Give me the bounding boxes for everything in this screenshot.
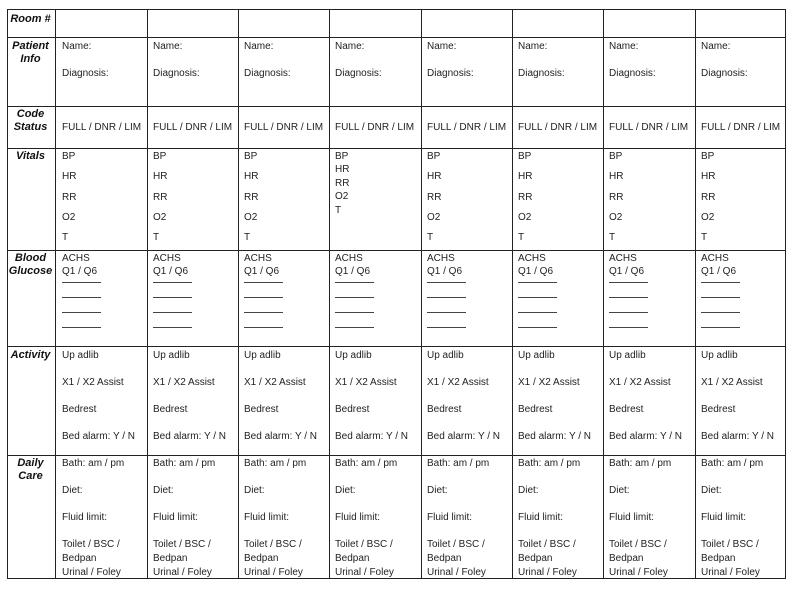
vital-label: HR xyxy=(427,171,442,182)
name-label: Name: xyxy=(335,41,365,52)
glucose-blank-line xyxy=(609,282,648,283)
activity-option: Up adlib xyxy=(62,350,99,361)
vital-label: HR xyxy=(701,171,716,182)
grid-vline-0 xyxy=(7,9,8,579)
glucose-blank-line xyxy=(427,282,466,283)
vital-label: T xyxy=(518,232,525,243)
header-blood-glucose-line2: Glucose xyxy=(8,265,53,277)
glucose-blank-line xyxy=(62,297,101,298)
urinal-option: Urinal / Foley xyxy=(62,567,121,578)
glucose-schedule: ACHS xyxy=(427,253,455,264)
grid-line-row5 xyxy=(7,346,786,347)
glucose-blank-line xyxy=(427,297,466,298)
vital-label: RR xyxy=(335,178,350,189)
activity-option: Bed alarm: Y / N xyxy=(153,431,226,442)
glucose-blank-line xyxy=(62,312,101,313)
fluid-limit-label: Fluid limit: xyxy=(153,512,199,523)
vital-label: HR xyxy=(335,164,350,175)
grid-line-row6 xyxy=(7,455,786,456)
vital-label: O2 xyxy=(427,212,441,223)
fluid-limit-label: Fluid limit: xyxy=(427,512,473,523)
glucose-blank-line xyxy=(153,282,192,283)
toileting-option: Toilet / BSC / xyxy=(244,539,302,550)
activity-option: X1 / X2 Assist xyxy=(153,377,215,388)
vital-label: O2 xyxy=(244,212,258,223)
activity-option: X1 / X2 Assist xyxy=(427,377,489,388)
glucose-schedule: ACHS xyxy=(335,253,363,264)
vital-label: T xyxy=(701,232,708,243)
header-daily-care-line1: Daily xyxy=(17,457,44,469)
glucose-blank-line xyxy=(609,297,648,298)
fluid-limit-label: Fluid limit: xyxy=(701,512,747,523)
glucose-blank-line xyxy=(335,312,374,313)
grid-vline-1 xyxy=(55,9,56,579)
name-label: Name: xyxy=(153,41,183,52)
vital-label: T xyxy=(153,232,160,243)
header-code-status xyxy=(7,108,54,134)
urinal-option: Urinal / Foley xyxy=(335,567,394,578)
vital-label: HR xyxy=(244,171,259,182)
vital-label: HR xyxy=(609,171,624,182)
grid-line-bottom xyxy=(7,578,786,579)
glucose-frequency: Q1 / Q6 xyxy=(609,266,645,277)
glucose-frequency: Q1 / Q6 xyxy=(518,266,554,277)
glucose-frequency: Q1 / Q6 xyxy=(335,266,371,277)
vital-label: RR xyxy=(609,192,624,203)
glucose-blank-line xyxy=(335,282,374,283)
glucose-frequency: Q1 / Q6 xyxy=(153,266,189,277)
glucose-blank-line xyxy=(701,312,740,313)
glucose-schedule: ACHS xyxy=(153,253,181,264)
header-daily-care xyxy=(7,457,54,483)
vital-label: O2 xyxy=(153,212,167,223)
glucose-frequency: Q1 / Q6 xyxy=(701,266,737,277)
activity-option: Bed alarm: Y / N xyxy=(62,431,135,442)
name-label: Name: xyxy=(701,41,731,52)
vital-label: T xyxy=(427,232,434,243)
header-patient-info-line2: Info xyxy=(20,53,41,65)
activity-option: Bedrest xyxy=(427,404,462,415)
glucose-schedule: ACHS xyxy=(62,253,90,264)
vital-label: O2 xyxy=(335,191,349,202)
grid-vline-9 xyxy=(785,9,786,579)
name-label: Name: xyxy=(609,41,639,52)
glucose-frequency: Q1 / Q6 xyxy=(62,266,98,277)
activity-option: Bedrest xyxy=(609,404,644,415)
diet-label: Diet: xyxy=(62,485,83,496)
glucose-blank-line xyxy=(427,312,466,313)
vital-label: O2 xyxy=(609,212,623,223)
activity-option: Bed alarm: Y / N xyxy=(609,431,682,442)
glucose-blank-line xyxy=(153,297,192,298)
glucose-blank-line xyxy=(153,312,192,313)
activity-option: Bedrest xyxy=(153,404,188,415)
activity-option: Up adlib xyxy=(335,350,372,361)
bedpan-option: Bedpan xyxy=(153,553,188,564)
header-blood-glucose-line1: Blood xyxy=(14,252,47,264)
diet-label: Diet: xyxy=(244,485,265,496)
fluid-limit-label: Fluid limit: xyxy=(609,512,655,523)
vital-label: RR xyxy=(153,192,168,203)
fluid-limit-label: Fluid limit: xyxy=(335,512,381,523)
vital-label: RR xyxy=(427,192,442,203)
vital-label: BP xyxy=(335,151,349,162)
code-status-options: FULL / DNR / LIM xyxy=(335,122,415,133)
activity-option: Bedrest xyxy=(518,404,553,415)
vital-label: BP xyxy=(62,151,76,162)
name-label: Name: xyxy=(427,41,457,52)
urinal-option: Urinal / Foley xyxy=(153,567,212,578)
vital-label: T xyxy=(244,232,251,243)
toileting-option: Toilet / BSC / xyxy=(62,539,120,550)
bedpan-option: Bedpan xyxy=(518,553,553,564)
grid-line-row1 xyxy=(7,37,786,38)
glucose-blank-line xyxy=(335,327,374,328)
activity-option: X1 / X2 Assist xyxy=(701,377,763,388)
grid-vline-6 xyxy=(512,9,513,579)
urinal-option: Urinal / Foley xyxy=(701,567,760,578)
grid-vline-2 xyxy=(147,9,148,579)
glucose-schedule: ACHS xyxy=(701,253,729,264)
activity-option: Up adlib xyxy=(518,350,555,361)
code-status-options: FULL / DNR / LIM xyxy=(427,122,507,133)
name-label: Name: xyxy=(244,41,274,52)
urinal-option: Urinal / Foley xyxy=(244,567,303,578)
bath-option: Bath: am / pm xyxy=(244,458,307,469)
vital-label: BP xyxy=(153,151,167,162)
vital-label: T xyxy=(335,205,342,216)
glucose-blank-line xyxy=(609,312,648,313)
bath-option: Bath: am / pm xyxy=(62,458,125,469)
bath-option: Bath: am / pm xyxy=(153,458,216,469)
header-blood-glucose xyxy=(7,252,54,278)
glucose-schedule: ACHS xyxy=(518,253,546,264)
code-status-options: FULL / DNR / LIM xyxy=(153,122,233,133)
glucose-blank-line xyxy=(701,282,740,283)
urinal-option: Urinal / Foley xyxy=(609,567,668,578)
header-patient-info xyxy=(7,40,54,66)
bedpan-option: Bedpan xyxy=(427,553,462,564)
bath-option: Bath: am / pm xyxy=(518,458,581,469)
name-label: Name: xyxy=(62,41,92,52)
urinal-option: Urinal / Foley xyxy=(518,567,577,578)
grid-vline-3 xyxy=(238,9,239,579)
vital-label: BP xyxy=(701,151,715,162)
glucose-blank-line xyxy=(427,327,466,328)
fluid-limit-label: Fluid limit: xyxy=(518,512,564,523)
activity-option: Up adlib xyxy=(609,350,646,361)
glucose-blank-line xyxy=(518,282,557,283)
activity-option: X1 / X2 Assist xyxy=(609,377,671,388)
grid-vline-7 xyxy=(603,9,604,579)
vital-label: HR xyxy=(62,171,77,182)
vital-label: HR xyxy=(518,171,533,182)
glucose-blank-line xyxy=(701,297,740,298)
diet-label: Diet: xyxy=(518,485,539,496)
vital-label: BP xyxy=(518,151,532,162)
activity-option: Bedrest xyxy=(62,404,97,415)
diet-label: Diet: xyxy=(427,485,448,496)
activity-option: Bed alarm: Y / N xyxy=(701,431,774,442)
vital-label: O2 xyxy=(701,212,715,223)
glucose-blank-line xyxy=(244,282,283,283)
glucose-blank-line xyxy=(62,327,101,328)
header-room: Room # xyxy=(10,13,51,25)
vital-label: BP xyxy=(609,151,623,162)
grid-vline-5 xyxy=(421,9,422,579)
glucose-frequency: Q1 / Q6 xyxy=(244,266,280,277)
grid-line-row2 xyxy=(7,106,786,107)
vital-label: RR xyxy=(701,192,716,203)
activity-option: X1 / X2 Assist xyxy=(244,377,306,388)
vital-label: RR xyxy=(62,192,77,203)
glucose-frequency: Q1 / Q6 xyxy=(427,266,463,277)
bath-option: Bath: am / pm xyxy=(427,458,490,469)
glucose-blank-line xyxy=(518,312,557,313)
glucose-blank-line xyxy=(335,297,374,298)
activity-option: Up adlib xyxy=(427,350,464,361)
code-status-options: FULL / DNR / LIM xyxy=(62,122,142,133)
bedpan-option: Bedpan xyxy=(701,553,736,564)
vital-label: RR xyxy=(518,192,533,203)
glucose-schedule: ACHS xyxy=(244,253,272,264)
toileting-option: Toilet / BSC / xyxy=(701,539,759,550)
code-status-options: FULL / DNR / LIM xyxy=(518,122,598,133)
activity-option: Bedrest xyxy=(244,404,279,415)
activity-option: Up adlib xyxy=(153,350,190,361)
bedpan-option: Bedpan xyxy=(335,553,370,564)
glucose-blank-line xyxy=(609,327,648,328)
activity-option: X1 / X2 Assist xyxy=(335,377,397,388)
activity-option: Bedrest xyxy=(335,404,370,415)
grid-vline-4 xyxy=(329,9,330,579)
glucose-blank-line xyxy=(518,327,557,328)
bedpan-option: Bedpan xyxy=(609,553,644,564)
diet-label: Diet: xyxy=(701,485,722,496)
vital-label: T xyxy=(62,232,69,243)
fluid-limit-label: Fluid limit: xyxy=(62,512,108,523)
header-activity: Activity xyxy=(10,349,51,361)
urinal-option: Urinal / Foley xyxy=(427,567,486,578)
glucose-blank-line xyxy=(518,297,557,298)
activity-option: X1 / X2 Assist xyxy=(62,377,124,388)
code-status-options: FULL / DNR / LIM xyxy=(701,122,781,133)
code-status-options: FULL / DNR / LIM xyxy=(244,122,324,133)
diagnosis-label: Diagnosis: xyxy=(62,68,109,79)
name-label: Name: xyxy=(518,41,548,52)
header-patient-info-line1: Patient xyxy=(12,40,49,52)
patient-report-sheet xyxy=(7,9,786,579)
header-vitals: Vitals xyxy=(16,150,45,162)
diagnosis-label: Diagnosis: xyxy=(335,68,382,79)
diagnosis-label: Diagnosis: xyxy=(701,68,748,79)
vital-label: T xyxy=(609,232,616,243)
diet-label: Diet: xyxy=(153,485,174,496)
header-code-status-line1: Code xyxy=(16,108,45,120)
diet-label: Diet: xyxy=(335,485,356,496)
code-status-options: FULL / DNR / LIM xyxy=(609,122,689,133)
activity-option: Up adlib xyxy=(244,350,281,361)
activity-option: Bedrest xyxy=(701,404,736,415)
diagnosis-label: Diagnosis: xyxy=(518,68,565,79)
diagnosis-label: Diagnosis: xyxy=(609,68,656,79)
glucose-blank-line xyxy=(244,312,283,313)
activity-option: Bed alarm: Y / N xyxy=(518,431,591,442)
bedpan-option: Bedpan xyxy=(244,553,279,564)
activity-option: Bed alarm: Y / N xyxy=(427,431,500,442)
activity-option: X1 / X2 Assist xyxy=(518,377,580,388)
vital-label: RR xyxy=(244,192,259,203)
glucose-blank-line xyxy=(244,297,283,298)
diagnosis-label: Diagnosis: xyxy=(427,68,474,79)
vital-label: O2 xyxy=(62,212,76,223)
activity-option: Bed alarm: Y / N xyxy=(244,431,317,442)
toileting-option: Toilet / BSC / xyxy=(609,539,667,550)
toileting-option: Toilet / BSC / xyxy=(518,539,576,550)
glucose-blank-line xyxy=(701,327,740,328)
fluid-limit-label: Fluid limit: xyxy=(244,512,290,523)
header-daily-care-line2: Care xyxy=(18,470,43,482)
glucose-blank-line xyxy=(62,282,101,283)
header-code-status-line2: Status xyxy=(13,121,48,133)
vital-label: O2 xyxy=(518,212,532,223)
toileting-option: Toilet / BSC / xyxy=(427,539,485,550)
glucose-blank-line xyxy=(244,327,283,328)
glucose-schedule: ACHS xyxy=(609,253,637,264)
bath-option: Bath: am / pm xyxy=(609,458,672,469)
grid-line-top xyxy=(7,9,786,10)
bath-option: Bath: am / pm xyxy=(701,458,764,469)
vital-label: BP xyxy=(427,151,441,162)
grid-vline-8 xyxy=(695,9,696,579)
vital-label: BP xyxy=(244,151,258,162)
diet-label: Diet: xyxy=(609,485,630,496)
diagnosis-label: Diagnosis: xyxy=(244,68,291,79)
activity-option: Up adlib xyxy=(701,350,738,361)
diagnosis-label: Diagnosis: xyxy=(153,68,200,79)
bedpan-option: Bedpan xyxy=(62,553,97,564)
grid-line-row4 xyxy=(7,250,786,251)
activity-option: Bed alarm: Y / N xyxy=(335,431,408,442)
toileting-option: Toilet / BSC / xyxy=(153,539,211,550)
toileting-option: Toilet / BSC / xyxy=(335,539,393,550)
grid-line-row3 xyxy=(7,148,786,149)
bath-option: Bath: am / pm xyxy=(335,458,398,469)
glucose-blank-line xyxy=(153,327,192,328)
vital-label: HR xyxy=(153,171,168,182)
